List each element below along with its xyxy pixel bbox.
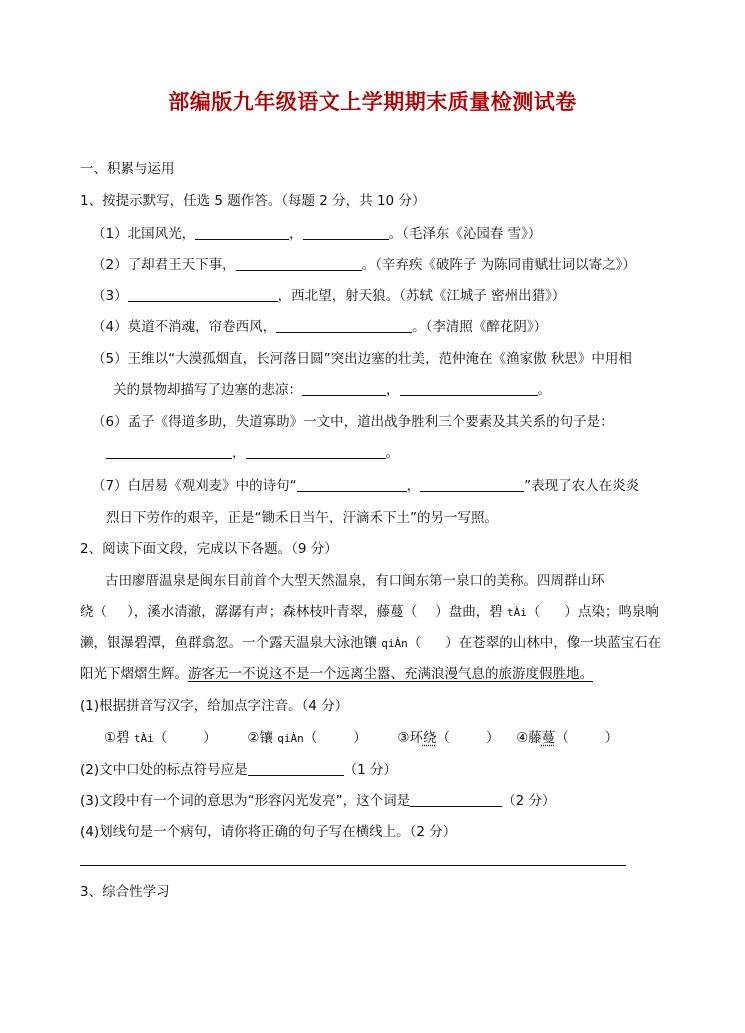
passage-text: 绕（ xyxy=(80,604,107,620)
answer-blank[interactable] xyxy=(420,477,524,492)
answer-blank[interactable] xyxy=(106,444,232,459)
passage-text: （ xyxy=(526,604,541,620)
q1-item-3 xyxy=(92,287,565,305)
question-3-intro: 3、综合性学习 xyxy=(80,884,170,900)
item-text: ， xyxy=(232,445,246,461)
item-text: 。 xyxy=(385,445,399,461)
answer-blank[interactable] xyxy=(276,318,412,333)
option-paren: （ xyxy=(555,730,569,746)
q1-item-6 xyxy=(92,413,614,431)
option-paren: ） xyxy=(604,730,619,746)
subquestion-4: (4)划线句是一个病句，请你将正确的句子写在横线上。（2 分） xyxy=(80,824,457,840)
answer-blank[interactable] xyxy=(297,477,407,492)
answer-blank[interactable] xyxy=(195,225,289,240)
pinyin: tÀi xyxy=(133,732,154,745)
item-text: 关的景物却描写了边塞的悲凉： xyxy=(113,382,302,398)
item-text: 。（辛弃疾《破阵子 为陈同甫赋壮词以寄之》） xyxy=(361,257,636,273)
subquestion-points: （2 分） xyxy=(502,793,556,809)
subquestion-3 xyxy=(80,792,556,810)
item-number: （4） xyxy=(92,319,128,335)
item-number: （6） xyxy=(92,414,128,430)
section-heading: 一、积累与运用 xyxy=(80,161,175,177)
subquestion-points: （1 分） xyxy=(343,762,398,778)
answer-blank[interactable] xyxy=(302,381,386,396)
q1-item-2 xyxy=(92,256,636,274)
dotted-char: 绕 xyxy=(422,730,437,746)
option-label: ③环 xyxy=(397,730,423,746)
passage-text: ）盘曲，碧 xyxy=(435,604,503,620)
pinyin: qiÀn xyxy=(277,732,304,745)
item-number: （1） xyxy=(92,226,128,242)
option-label: ②镶 xyxy=(247,730,273,746)
pinyin: qiÀn xyxy=(381,637,408,650)
item-text: 王维以“大漠孤烟直，长河落日圆”突出边塞的壮美，范仲淹在《渔家傲 秋思》中用相 xyxy=(127,351,632,367)
question-2-intro: 2、阅读下面文段，完成以下各题。（9 分） xyxy=(80,541,338,557)
q1-item-5 xyxy=(92,350,632,368)
q1-item-5-cont xyxy=(113,381,551,399)
passage-line-3 xyxy=(80,634,661,653)
passage-line-4 xyxy=(80,665,593,683)
option-paren: （ xyxy=(153,730,168,746)
item-text: 。（毛泽东《沁园春 雪》） xyxy=(388,226,542,242)
answer-blank[interactable] xyxy=(410,792,502,807)
item-text: ， xyxy=(289,226,303,242)
passage-text: 阳光下熠熠生辉。 xyxy=(80,666,188,682)
subquestion-1-options xyxy=(104,729,618,748)
q1-item-7-cont: 烈日下劳作的艰辛，正是“锄禾日当午，汗滴禾下土”的另一写照。 xyxy=(106,510,498,526)
dotted-char: 蔓 xyxy=(541,730,556,746)
item-text: 。 xyxy=(537,382,551,398)
item-text: 孟子《得道多助，失道寡助》一文中，道出战争胜利三个要素及其关系的句子是： xyxy=(127,414,614,430)
passage-text: ）在苍翠的山林中，像一块蓝宝石在 xyxy=(445,635,662,651)
underlined-sentence: 游客无一不说这不是一个远离尘嚣、充满浪漫气息的旅游度假胜地。 xyxy=(188,666,593,682)
item-number: （7） xyxy=(92,478,128,494)
pinyin: tÀi xyxy=(507,606,527,619)
item-number: （3） xyxy=(92,288,128,304)
option-label: ①碧 xyxy=(104,730,130,746)
answer-line[interactable] xyxy=(80,865,626,866)
passage-text: ），溪水清澈，潺潺有声；森林枝叶青翠，藤蔓（ xyxy=(127,604,418,620)
answer-blank[interactable] xyxy=(246,444,386,459)
answer-blank[interactable] xyxy=(236,256,362,271)
option-label: ④藤 xyxy=(516,730,542,746)
passage-text: （ xyxy=(407,635,422,651)
item-text: ”表现了农人在炎炎 xyxy=(524,478,640,494)
answer-blank[interactable] xyxy=(248,761,344,776)
q1-item-7 xyxy=(92,477,639,495)
option-paren: ） xyxy=(203,730,217,746)
subquestion-text: (3)文段中有一个词的意思为“形容闪光发亮”，这个词是 xyxy=(80,793,411,809)
item-text: 北国风光， xyxy=(127,226,196,242)
question-1-intro: 1、按提示默写，任选 5 题作答。（每题 2 分，共 10 分） xyxy=(80,193,426,209)
option-paren: ） xyxy=(485,730,500,746)
item-text: ，西北望，射天狼。（苏轼《江城子 密州出猎》） xyxy=(277,288,566,304)
item-number: （2） xyxy=(92,257,128,273)
item-text: 。（李清照《醉花阴》） xyxy=(412,319,548,335)
item-text: ， xyxy=(406,478,421,494)
item-text: 了却君王天下事， xyxy=(127,257,236,273)
subquestion-1: (1)根据拼音写汉字，给加点字注音。（4 分） xyxy=(80,698,349,714)
q1-item-4 xyxy=(92,318,547,336)
page-title: 部编版九年级语文上学期期末质量检测试卷 xyxy=(168,89,577,114)
item-number: （5） xyxy=(92,351,128,367)
option-paren: （ xyxy=(303,730,318,746)
option-paren: （ xyxy=(436,730,450,746)
q1-item-1 xyxy=(92,225,541,243)
passage-text: ）点染；鸣泉响 xyxy=(564,604,659,620)
item-text: 白居易《观刈麦》中的诗句“ xyxy=(127,478,297,494)
passage-line-2 xyxy=(80,603,659,622)
answer-blank[interactable] xyxy=(303,225,389,240)
passage-text: 濑，银瀑碧潭，鱼群翕忽。一个露天温泉大泳池镶 xyxy=(80,635,377,651)
answer-blank[interactable] xyxy=(128,287,278,302)
subquestion-text: (2)文中口处的标点符号应是 xyxy=(80,762,248,778)
q1-item-6-cont xyxy=(106,444,399,462)
option-paren: ） xyxy=(353,730,367,746)
passage-line-1: 古田廖厝温泉是闽东目前首个大型天然温泉，有口闽东第一泉口的美称。四周群山环 xyxy=(105,573,605,589)
item-text: ， xyxy=(386,382,400,398)
item-text: 莫道不消魂，帘卷西风， xyxy=(127,319,277,335)
subquestion-2 xyxy=(80,761,397,779)
answer-blank[interactable] xyxy=(400,381,538,396)
